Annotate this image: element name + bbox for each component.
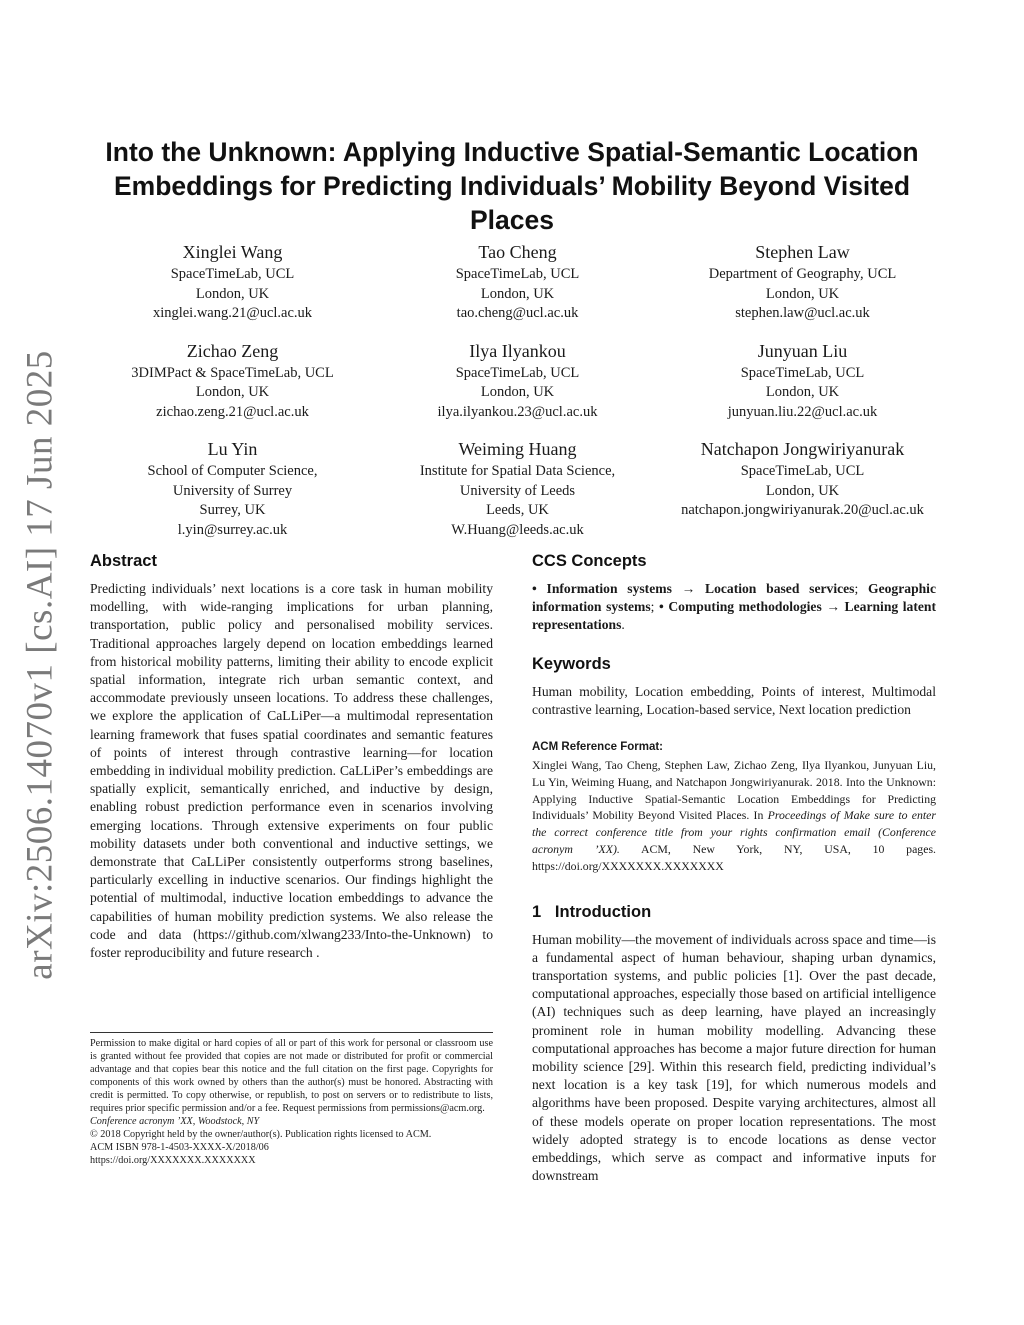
abstract-text: Predicting individuals’ next locations is a core task in human mobility modelling, with wide-ranging implications for urban planning, transportation, public policy and personalised mobility services. Traditional approaches largely depend on location embeddings learned from historical mobility patterns, limiting their ability to encode explicit spatial information, integrate rich urban semantic context, and accommodate previously unseen locations. To address these challenges, we explore the application of CaLLiPer—a multimodal representation learning framework that fuses spatial coordinates and semantic features of points of interest through contrastive learning—for location embedding in individual mobility prediction. CaLLiPer’s embeddings are spatially explicit, semantically enriched, and inductive by design, enabling robust prediction performance even in scenarios involving emerging locations. Through extensive experiments on four public mobility datasets under both conventional and inductive settings, we demonstrate that CaLLiPer consistently outperforms strong baselines, particularly excelling in inductive scenarios. Our findings highlight the potential of multimodal, inductive location embeddings to advance the capabilities of human mobility prediction systems. We also release the code and data (https://github.com/xlwang233/Into-the-Unknown) to foster reproducibility and future research . (90, 581, 493, 961)
author-location: London, UK (480, 285, 555, 302)
acm-reference-heading: ACM Reference Format: (532, 741, 663, 754)
author-block (90, 240, 375, 324)
arrow-icon: → (671, 581, 706, 596)
ccs-separator: ; (854, 581, 869, 596)
acm-reference-text (532, 757, 936, 875)
author-block (660, 339, 945, 423)
author-list (90, 240, 945, 540)
doi-link[interactable]: https://doi.org/XXXXXXX.XXXXXXX (90, 1155, 256, 1166)
author-email: xinglei.wang.21@ucl.ac.uk (152, 305, 313, 321)
left-column (90, 552, 493, 962)
ccs-item: • Information systems (532, 581, 672, 596)
author-email: junyuan.liu.22@ucl.ac.uk (727, 403, 878, 420)
author-name: Natchapon Jongwiriyanurak (700, 439, 905, 459)
author-affiliation: SpaceTimeLab, UCL (170, 266, 295, 282)
author-affiliation: 3DIMPact & SpaceTimeLab, UCL (131, 364, 334, 381)
author-affiliation: SpaceTimeLab, UCL (740, 463, 865, 479)
author-affiliation: School of Computer Science, (147, 463, 318, 479)
paper-title: Into the Unknown: Applying Inductive Spatial-Semantic Location Embeddings for Predicting Individuals’ Mobility Beyond Visited Places (105, 137, 919, 235)
author-affiliation: SpaceTimeLab, UCL (455, 364, 580, 381)
author-name: Tao Cheng (478, 242, 557, 262)
copyright-line: © 2018 Copyright held by the owner/author(s). Publication rights licensed to ACM. (90, 1129, 432, 1140)
introduction-heading: 1 Introduction (532, 902, 652, 921)
copyright-footnote (90, 1032, 493, 1167)
keywords-text: Human mobility, Location embedding, Points of interest, Multimodal contrastive learning, Location-based service, Next location prediction (532, 683, 936, 717)
ccs-item: Location based services (705, 581, 855, 596)
author-email: natchapon.jongwiriyanurak.20@ucl.ac.uk (681, 502, 924, 518)
author-affiliation: Department of Geography, UCL (708, 266, 897, 282)
author-name: Junyuan Liu (757, 340, 848, 361)
author-location: Surrey, UK (199, 502, 266, 518)
author-email: tao.cheng@ucl.ac.uk (456, 305, 579, 321)
author-name: Ilya Ilyankou (469, 340, 566, 361)
author-block (90, 437, 375, 540)
ccs-separator: ; (650, 599, 659, 615)
ccs-item: • Computing methodologies (659, 599, 822, 615)
abstract-heading: Abstract (90, 552, 157, 570)
ccs-item: Geographic information systems (532, 581, 936, 615)
arrow-icon: → (821, 599, 845, 615)
author-location: Leeds, UK (486, 502, 549, 518)
author-email: W.Huang@leeds.ac.uk (451, 521, 584, 538)
ccs-heading: CCS Concepts (532, 552, 647, 570)
right-column (532, 552, 936, 1185)
author-name: Zichao Zeng (186, 340, 279, 361)
author-affiliation: SpaceTimeLab, UCL (740, 364, 865, 381)
author-block (90, 339, 375, 423)
permission-notice: Permission to make digital or hard copies of all or part of this work for personal or classroom use is granted without fee provided that copies are not made or distributed for profit or commercial advantage and that copies bear this notice and the full citation on the first page. Copyrights for components of this work owned by others than the author(s) must be honored. Abstracting with credit is permitted. To copy otherwise, or republish, to post on servers or to redistribute to lists, requires prior specific permission and/or a fee. Request permissions from permissions@acm.org. (90, 1038, 493, 1114)
author-email: stephen.law@ucl.ac.uk (735, 305, 870, 321)
conference-line: Conference acronym ’XX, Woodstock, NY (90, 1116, 260, 1127)
arxiv-identifier-stamp: arXiv:2506.14070v1 [cs.AI] 17 Jun 2025 (19, 350, 61, 980)
author-block (375, 437, 660, 540)
author-affiliation-2: University of Surrey (172, 482, 293, 499)
author-name: Lu Yin (207, 439, 258, 459)
acm-reference-part: Xinglei Wang, Tao Cheng, Stephen Law, Zichao Zeng, Ilya Ilyankou, Junyuan Liu, Lu Yin, Weiming Huang, and Natchapon Jongwiriyanurak. 2018. Into the Unknown: Applying Inductive Spatial-Semantic Location Embeddings for Predicting Individuals’ Mobility Beyond Visited Places. In (532, 758, 936, 823)
author-location: London, UK (480, 384, 555, 400)
author-email: zichao.zeng.21@ucl.ac.uk (156, 403, 309, 420)
author-location: London, UK (195, 285, 270, 302)
author-block (660, 240, 945, 324)
ccs-concepts (532, 580, 936, 635)
author-affiliation: Institute for Spatial Data Science, (419, 463, 616, 479)
ccs-item: Learning latent representations (532, 599, 936, 633)
author-affiliation-2: University of Leeds (459, 482, 576, 499)
author-location: London, UK (195, 384, 270, 400)
author-affiliation: SpaceTimeLab, UCL (455, 266, 580, 282)
author-email: ilya.ilyankou.23@ucl.ac.uk (437, 403, 598, 420)
ccs-end: . (621, 617, 625, 633)
author-location: London, UK (765, 285, 840, 302)
author-email: l.yin@surrey.ac.uk (177, 521, 288, 538)
isbn-line: ACM ISBN 978-1-4503-XXXX-X/2018/06 (90, 1142, 269, 1153)
author-name: Stephen Law (755, 242, 850, 262)
author-name: Weiming Huang (458, 439, 577, 459)
acm-reference-proceedings: Proceedings of Make sure to enter the correct conference title from your rights confirmation email (Conference acronym ’XX). (532, 808, 937, 856)
author-block (375, 240, 660, 324)
author-location: London, UK (765, 384, 840, 400)
author-name: Xinglei Wang (182, 242, 283, 262)
keywords-heading: Keywords (532, 654, 611, 673)
introduction-text: Human mobility—the movement of individuals across space and time—is a fundamental aspect of human behaviour, shaping urban dynamics, transportation systems, and public policies [1]. Over the past decade, computational approaches, especially those based on artificial intelligence (AI) techniques such as deep learning, have played an increasingly prominent role in human mobility modelling. Advancing these computational approaches has become a major future direction for human mobility science [29]. Within this research field, predicting individual’s next location is a key task [19], for which numerous models and algorithms have been proposed. Despite varying architectures, almost all of these models operate on proper location representations. The most widely adopted strategy is to encode locations as dense vector embeddings, which serve as compact and informative inputs for downstream (532, 931, 936, 1184)
author-block (375, 339, 660, 423)
author-location: London, UK (765, 482, 840, 499)
acm-reference-part: ACM, New York, NY, USA, 10 pages. https://doi.org/XXXXXXX.XXXXXXX (532, 842, 936, 873)
author-block (660, 437, 945, 540)
